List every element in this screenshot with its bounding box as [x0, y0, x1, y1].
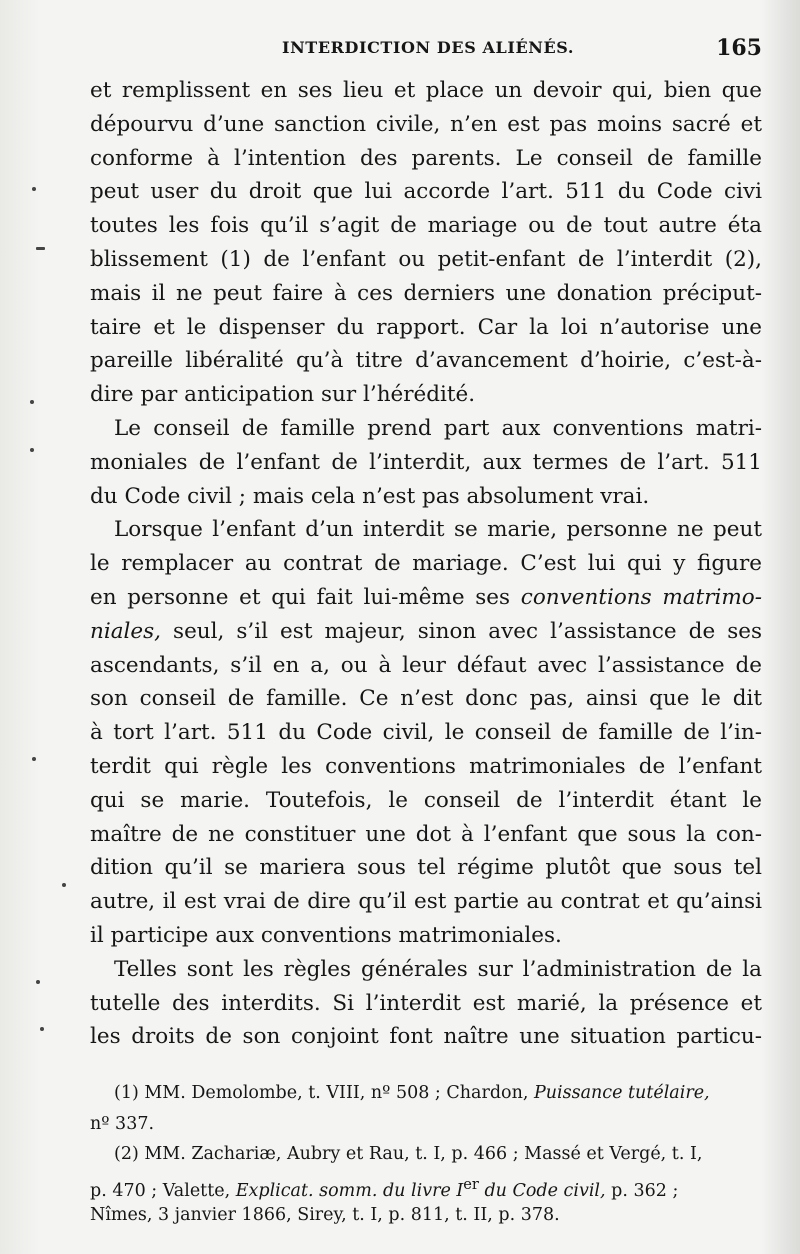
- margin-speck: [36, 980, 40, 984]
- line-segment: seul, s’il est majeur, sinon avec l’assistance de ses: [173, 618, 762, 644]
- page-header: [90, 35, 762, 66]
- text-line: son conseil de famille. Ce n’est donc pas, ainsi que le dit: [90, 686, 762, 712]
- text-line: les droits de son conjoint font naître une situation particu-: [90, 1024, 762, 1050]
- margin-speck: [32, 757, 36, 761]
- footnote-text: p. 362 ;: [605, 1180, 679, 1200]
- paragraph-start-line: Lorsque l’enfant d’un interdit se marie, personne ne peut: [114, 517, 762, 543]
- page-edge-shadow: [762, 0, 800, 1254]
- text-line: maître de ne constituer une dot à l’enfant que sous la con-: [90, 821, 762, 847]
- footnote-1-cont: nº 337.: [90, 1113, 155, 1134]
- text-line: dire par anticipation sur l’hérédité.: [90, 382, 476, 408]
- paragraph-start-line: Le conseil de famille prend part aux conventions matri-: [114, 415, 762, 441]
- footnote-2: (2) MM. Zachariæ, Aubry et Rau, t. I, p. 466 ; Massé et Vergé, t. I,: [114, 1144, 703, 1164]
- body-text: [90, 74, 762, 1054]
- margin-speck: [30, 400, 34, 404]
- text-line: et remplissent en ses lieu et place un devoir qui, bien que: [90, 78, 762, 103]
- text-line-mixed: [90, 615, 762, 649]
- text-line: moniales de l’enfant de l’interdit, aux termes de l’art. 511: [90, 449, 762, 475]
- italic-segment: niales,: [90, 618, 174, 644]
- text-line: qui se marie. Toutefois, le conseil de l’interdit étant le: [90, 787, 762, 813]
- footnote-text: p. 470 ; Valette,: [90, 1180, 236, 1200]
- footnote-title: du Code civil,: [478, 1180, 606, 1200]
- margin-speck: [32, 187, 36, 191]
- text-line: tutelle des interdits. Si l’interdit est marié, la présence et: [90, 990, 762, 1016]
- margin-speck: [30, 448, 34, 452]
- italic-segment: conventions matrimo-: [520, 584, 762, 610]
- text-line: autre, il est vrai de dire qu’il est partie au contrat et qu’ainsi: [90, 889, 762, 915]
- footnote-superscript: er: [463, 1175, 479, 1193]
- page-number: 165: [716, 35, 762, 61]
- footnote-text: (1) MM. Demolombe, t. VIII, nº 508 ; Chardon,: [114, 1083, 534, 1103]
- footnotes: [90, 1078, 762, 1231]
- footnote-1: [90, 1078, 762, 1109]
- text-line: ascendants, s’il en a, ou à leur défaut avec l’assistance de: [90, 652, 762, 678]
- footnote-title: Puissance tutélaire,: [533, 1083, 710, 1103]
- text-line: il participe aux conventions matrimoniales.: [90, 922, 562, 948]
- text-line: blissement (1) de l’enfant ou petit-enfant de l’interdit (2),: [90, 246, 762, 272]
- margin-speck: [40, 1027, 44, 1031]
- footnote-2-cont: Nîmes, 3 janvier 1866, Sirey, t. I, p. 811, t. II, p. 378.: [90, 1205, 560, 1225]
- text-line: toutes les fois qu’il s’agit de mariage ou de tout autre éta: [90, 213, 762, 239]
- margin-speck: [62, 883, 66, 887]
- running-head: INTERDICTION DES ALIÉNÉS.: [282, 38, 575, 57]
- text-line: dépourvu d’une sanction civile, n’en est pas moins sacré et: [90, 111, 762, 137]
- text-line-mixed: [90, 581, 762, 615]
- text-line: terdit qui règle les conventions matrimoniales de l’enfant: [90, 753, 762, 779]
- text-line: conforme à l’intention des parents. Le conseil de famille: [90, 145, 762, 171]
- text-line: le remplacer au contrat de mariage. C’est lui qui y figure: [90, 551, 762, 577]
- footnote-title: Explicat. somm. du livre I: [235, 1180, 464, 1200]
- text-line: à tort l’art. 511 du Code civil, le conseil de famille de l’in-: [90, 720, 762, 746]
- text-line: du Code civil ; mais cela n’est pas absolument vrai.: [90, 483, 650, 509]
- line-segment: en personne et qui fait lui-même ses: [90, 584, 521, 610]
- paragraph-start-line: Telles sont les règles générales sur l’administration de la: [114, 956, 762, 982]
- footnote-2-cont: [90, 1170, 762, 1201]
- text-line: peut user du droit que lui accorde l’art. 511 du Code civi: [90, 179, 762, 205]
- text-line: taire et le dispenser du rapport. Car la loi n’autorise une: [90, 314, 762, 340]
- margin-speck: [36, 247, 45, 250]
- text-line: mais il ne peut faire à ces derniers une donation préciput-: [90, 280, 762, 306]
- text-line: dition qu’il se mariera sous tel régime plutôt que sous tel: [90, 855, 762, 881]
- text-line: pareille libéralité qu’à titre d’avancement d’hoirie, c’est-à-: [90, 348, 762, 374]
